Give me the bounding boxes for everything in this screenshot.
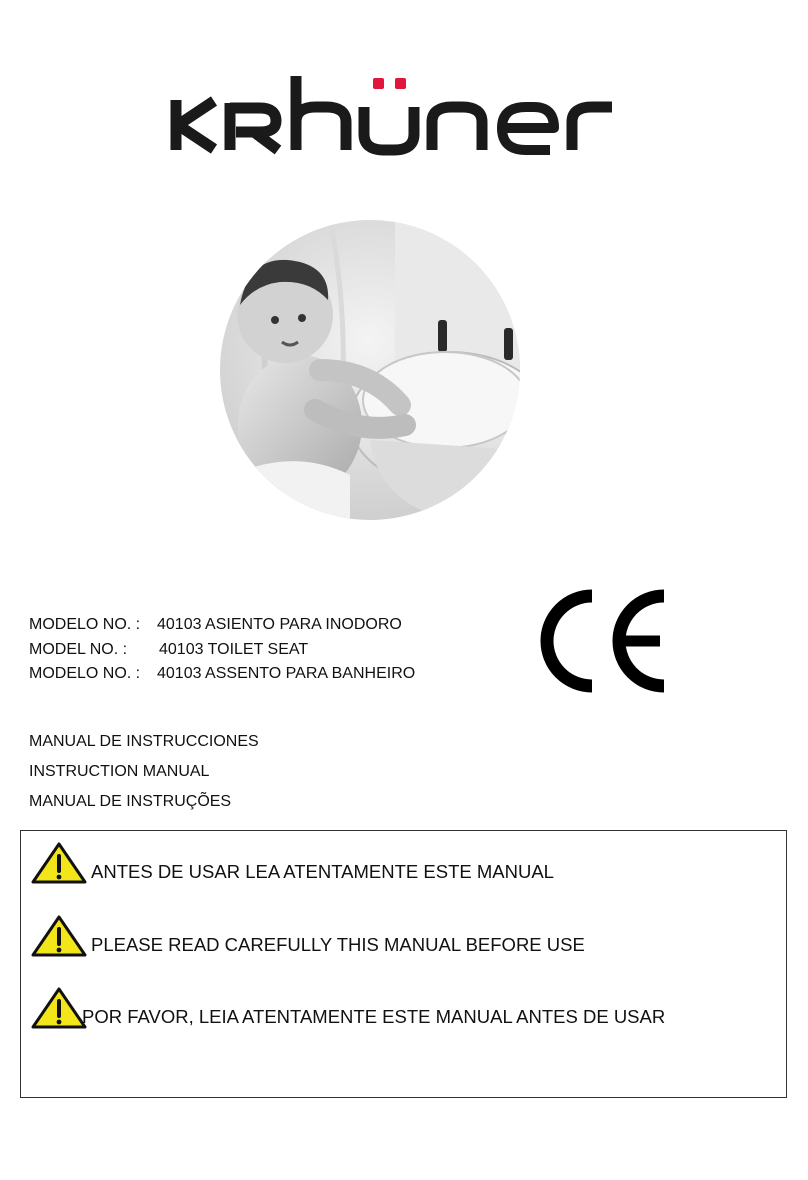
warning-item-en [30,914,775,960]
ce-mark [534,588,670,694]
ce-mark-icon [534,588,670,694]
baby-with-toilet-seat-photo [220,220,520,520]
warning-box [20,830,787,1098]
warning-triangle-icon [30,914,88,958]
manual-title-es: MANUAL DE INSTRUCCIONES [29,733,259,750]
cover-photo [220,220,520,520]
manual-title-list [29,727,259,817]
model-label: MODELO NO. : [29,665,141,682]
model-row-en [29,638,415,663]
manual-title-en: INSTRUCTION MANUAL [29,763,210,780]
warning-text: POR FAVOR, LEIA ATENTAMENTE ESTE MANUAL ANTES DE USAR [82,1006,666,1027]
model-label: MODEL NO. : [29,640,128,658]
warning-text: ANTES DE USAR LEA ATENTAMENTE ESTE MANUAL [91,861,554,882]
model-label: MODELO NO. : [29,616,141,633]
model-number-list [29,613,415,687]
warning-triangle-icon [30,986,88,1030]
model-row-es [29,613,415,638]
model-value: 40103 ASSENTO PARA BANHEIRO [157,665,416,682]
warning-triangle-icon [30,841,88,885]
brand-logo [168,70,618,160]
model-value: 40103 ASIENTO PARA INODORO [157,616,402,633]
warning-item-es [30,841,775,887]
warning-item-pt [30,986,775,1032]
brand-logo-wordmark [168,70,618,160]
manual-title-pt: MANUAL DE INSTRUÇÕES [29,793,232,810]
model-value: 40103 TOILET SEAT [159,640,309,658]
model-row-pt [29,662,415,687]
warning-text: PLEASE READ CAREFULLY THIS MANUAL BEFORE USE [91,934,585,955]
